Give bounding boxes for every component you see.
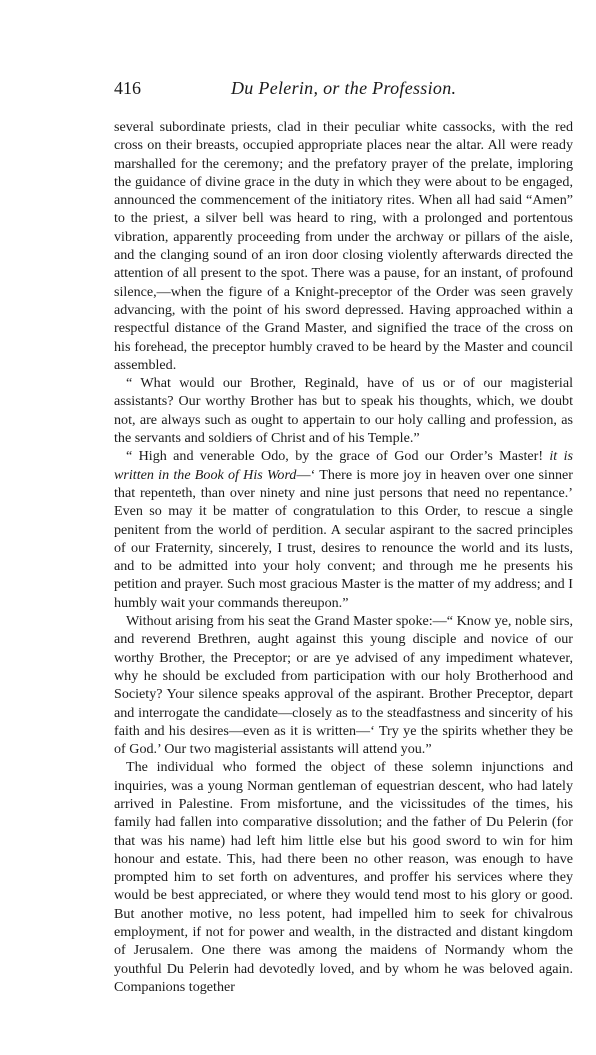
paragraph-text: “ What would our Brother, Reginald, have of us or of our magisterial assistants? Our worthy Brother has but to speak his thoughts, which, we doubt not, are always such as ought to appertain to our holy calling and profession, as the servants and soldiers of Christ and of his Temple.” bbox=[114, 375, 573, 447]
running-title: Du Pelerin, or the Profession. bbox=[231, 78, 457, 98]
paragraph bbox=[114, 758, 573, 996]
paragraph bbox=[114, 374, 573, 447]
paragraph-text: several subordinate priests, clad in their peculiar white cassocks, with the red cross on their breasts, occupied appropriate places near the altar. All were ready marshalled for the ceremony; and the prefatory prayer of the prelate, imploring the guidance of divine grace in the duty in which they were about to be engaged, announced the commencement of the initiatory rites. When all had said “Amen” to the priest, a silver bell was heard to ring, with a prolonged and portentous vibration, apparently proceeding from under the archway or pillars of the aisle, and the clanging sound of an iron door closing violently afterwards directed the attention of all present to the spot. There was a pause, for an instant, of profound silence,—when the figure of a Knight-preceptor of the Order was seen gravely advancing, with the point of his sword depressed. Having approached within a respectful distance of the Grand Master, and signified the trace of the cross on his forehead, the preceptor humbly craved to be heard by the Master and council assembled. bbox=[114, 119, 573, 373]
body-text bbox=[114, 118, 573, 996]
paragraph-text: Without arising from his seat the Grand Master spoke:—“ Know ye, noble sirs, and reverend Brethren, aught against this young disciple and novice of our worthy Brother, the Preceptor; or are ye advised of any impediment whatever, why he should be excluded from participation with our holy Brotherhood and Society? Your silence speaks approval of the aspirant. Brother Preceptor, depart and interrogate the candidate—closely as to the steadfastness and sincerity of his faith and his desires—even as it is written—‘ Try ye the spirits whether they be of God.’ Our two magisterial assistants will attend you.” bbox=[114, 613, 573, 758]
paragraph bbox=[114, 447, 573, 612]
running-head bbox=[114, 78, 574, 108]
paragraph bbox=[114, 612, 573, 758]
paragraph bbox=[114, 118, 573, 374]
paragraph-text: —‘ There is more joy in heaven over one sinner that repenteth, than over ninety and nine just persons that need no repentance.’ Even so may it be matter of congratulation to this Order, to rescue a single penitent from the world of perdition. A secular aspirant to the sacred principles of our Fraternity, sincerely, I trust, desires to renounce the world and its lusts, and to be admitted into your holy convent; and through me he presents his petition and prayer. Such most gracious Master is the matter of my address; and I humbly wait your commands thereupon.” bbox=[114, 466, 573, 611]
paragraph-text: “ High and venerable Odo, by the grace of God our Order’s Master! bbox=[126, 448, 550, 465]
italic-text: it is written in the Book of His Word bbox=[114, 448, 573, 483]
page-number: 416 bbox=[114, 78, 141, 98]
paragraph-text: The individual who formed the object of these solemn injunctions and inquiries, was a young Norman gentleman of equestrian descent, who had lately arrived in Palestine. From misfortune, and the vicissitudes of the times, his family had fallen into comparative dissolution; and the father of Du Pelerin (for that was his name) had left him little else but his good sword to win for him honour and estate. This, had there been no other reason, was enough to have prompted him to set forth on adventures, and proffer his services where they would be best appreciated, or where they would tend most to his glory or good. But another motive, no less potent, had impelled him to seek for chivalrous employment, if not for power and wealth, in the distracted and distant kingdom of Jerusalem. One there was among the maidens of Normandy whom the youthful Du Pelerin had devotedly loved, and by whom he was beloved again. Companions together bbox=[114, 759, 573, 995]
